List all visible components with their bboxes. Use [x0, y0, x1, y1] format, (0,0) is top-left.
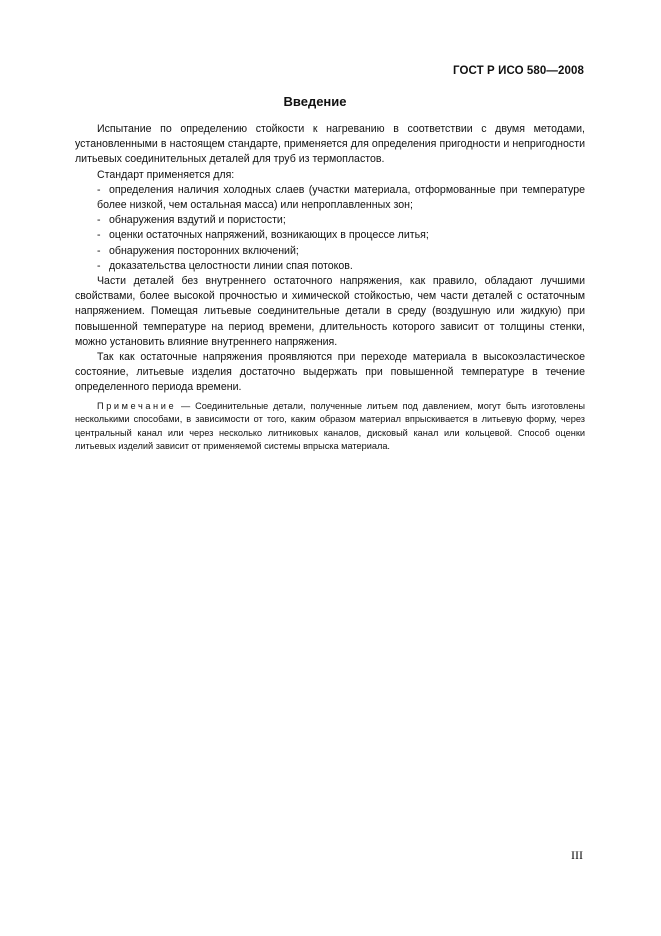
list-item-text: оценки остаточных напряжений, возникающих в процессе литья;	[109, 229, 429, 242]
list-marker: -	[97, 259, 101, 272]
paragraph-elastic: Так как остаточные напряжения проявляются при переходе материала в высокоэластическое состояние, литьевые изделия достаточно выдержать при повышенной температуре в течение определенного периода времени.	[75, 351, 585, 394]
note	[75, 400, 585, 454]
list-item	[75, 183, 585, 213]
list-item	[75, 244, 585, 259]
paragraph-stress: Части деталей без внутреннего остаточного напряжения, как правило, обладают лучшими свойствами, более высокой прочностью и химической стойкостью, чем части деталей с остаточным напряжением. Помещая литьевые соединительные детали в среду (воздушную или жидкую) при повышенной температуре на период времени, длительность которого зависит от толщины стенки, можно установить влияние внутреннего напряжения.	[75, 275, 585, 348]
list-item	[75, 259, 585, 274]
list-marker: -	[97, 229, 101, 242]
paragraph-scope: Стандарт применяется для:	[97, 168, 235, 181]
document-code: ГОСТ Р ИСО 580—2008	[452, 65, 584, 77]
page-number: III	[571, 848, 583, 862]
paragraph-intro: Испытание по определению стойкости к нагреванию в соответствии с двумя методами, установленными в настоящем стандарте, применяется для определения пригодности и непригодности литьевых соединительных деталей для труб из термопластов.	[75, 123, 585, 166]
note-label: Примечание	[97, 400, 177, 411]
list-item-text: доказательства целостности линии спая потоков.	[109, 259, 353, 272]
list-marker: -	[97, 214, 101, 227]
list-item	[75, 228, 585, 243]
list-marker: -	[97, 244, 101, 257]
list-item-text: обнаружения вздутий и пористости;	[109, 214, 286, 227]
section-title: Введение	[283, 94, 347, 109]
list-marker: -	[97, 183, 101, 196]
list-item	[75, 213, 585, 228]
note-text: — Соединительные детали, полученные литьем под давлением, могут быть изготовлены несколькими способами, в зависимости от того, каким образом материал впрыскивается в литьевую форму, через центральный канал или через несколько литниковых каналов, дисковый канал или кольцевой. Способ оценки литьевых изделий зависит от применяемой системы впрыска материала.	[75, 400, 585, 452]
list-item-text: определения наличия холодных слаев (участки материала, отформованные при температуре более низкой, чем остальная масса) или непроплавленных зон;	[97, 183, 585, 212]
scope-list	[75, 183, 585, 274]
document-body	[75, 122, 585, 463]
list-item-text: обнаружения посторонних включений;	[109, 244, 299, 257]
